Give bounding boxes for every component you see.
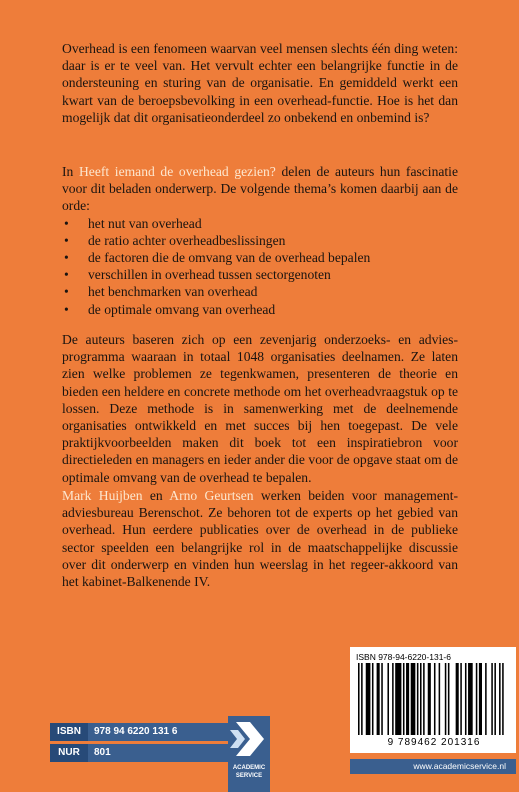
themes-list [62,215,458,318]
list-item: • het benchmarken van overhead [62,283,458,300]
method-paragraph [62,331,458,486]
nur-value: 801 [94,747,111,758]
list-item: • de optimale omvang van overhead [62,301,458,318]
method-text: De auteurs baseren zich op een zevenjarig onderzoeks- en advies-programma waaraan in totaal 1048 organisaties deelnamen. Ze laten zien welke problemen ze tegenkwamen, presenteren de theorie en bieden een heldere en concrete methode om het overheadvraagstuk op te lossen. Deze methode is in samenwerking met de deelnemende organisaties ontwikkeld en met succes bij hen toegepast. De vele praktijkvoorbeelden maken dit boek tot een inspiratiebron voor directieleden en managers en ieder ander die voor de opgave staat om de optimale omvang van de overhead te bepalen. [62,332,458,485]
chevron-icon [228,716,270,762]
publisher-logo [228,716,270,792]
intro-text: Overhead is een fenomeen waarvan veel mensen slechts één ding weten: daar is er te veel van. Het vervult echter een belangrijke functie in de ondersteuning en sturing van de organisatie. En gemiddeld werkt een kwart van de beroepsbevolking in een overhead-functie. Hoe is het dan mogelijk dat dit organisatieonderdeel zo onbekend en onbemind is? [62,41,458,125]
publisher-url: www.academicservice.nl [350,759,516,774]
logo-text: ACADEMIC [232,765,266,771]
author-conjunction: en [142,488,170,503]
nur-label: NUR [50,744,88,762]
barcode-box [350,647,516,753]
nur-strip [50,744,230,762]
author-name: Arno Geurtsen [169,488,254,503]
barcode-isbn-text: ISBN 978-94-6220-131-6 [356,652,451,662]
list-item: • het nut van overhead [62,215,458,232]
themes-intro: delen de auteurs hun fascinatie voor dit beladen onderwerp. De volgende thema’s komen daarbij aan de orde: [62,164,458,214]
isbn-value: 978 94 6220 131 6 [94,726,178,737]
book-title: Heeft iemand de overhead gezien? [78,164,276,179]
themes-paragraph [62,163,458,318]
authors-text: werken beiden voor management-adviesbureau Berenschot. Ze behoren tot de experts op het gebied van overhead. Hun eerdere publicaties over de overhead in de publieke sector speelden een belangrijke rol in de maatschappelijke discussie over dit onderwerp en vinden hun weerslag in het regeer-akkoord van het kabinet-Balkenende IV. [62,488,458,590]
barcode-digits: 9 789462 201316 [387,737,481,748]
list-item: • verschillen in overhead tussen sectorgenoten [62,266,458,283]
list-item: • de factoren die de omvang van de overhead bepalen [62,249,458,266]
authors-paragraph [62,487,458,590]
author-name: Mark Huijben [62,488,143,503]
barcode [356,663,510,737]
intro-paragraph [62,40,458,126]
logo-text: SERVICE [235,773,263,779]
list-item: • de ratio achter overheadbeslissingen [62,232,458,249]
themes-prefix: In [62,164,79,179]
isbn-strip [50,723,230,741]
isbn-label: ISBN [50,723,88,741]
